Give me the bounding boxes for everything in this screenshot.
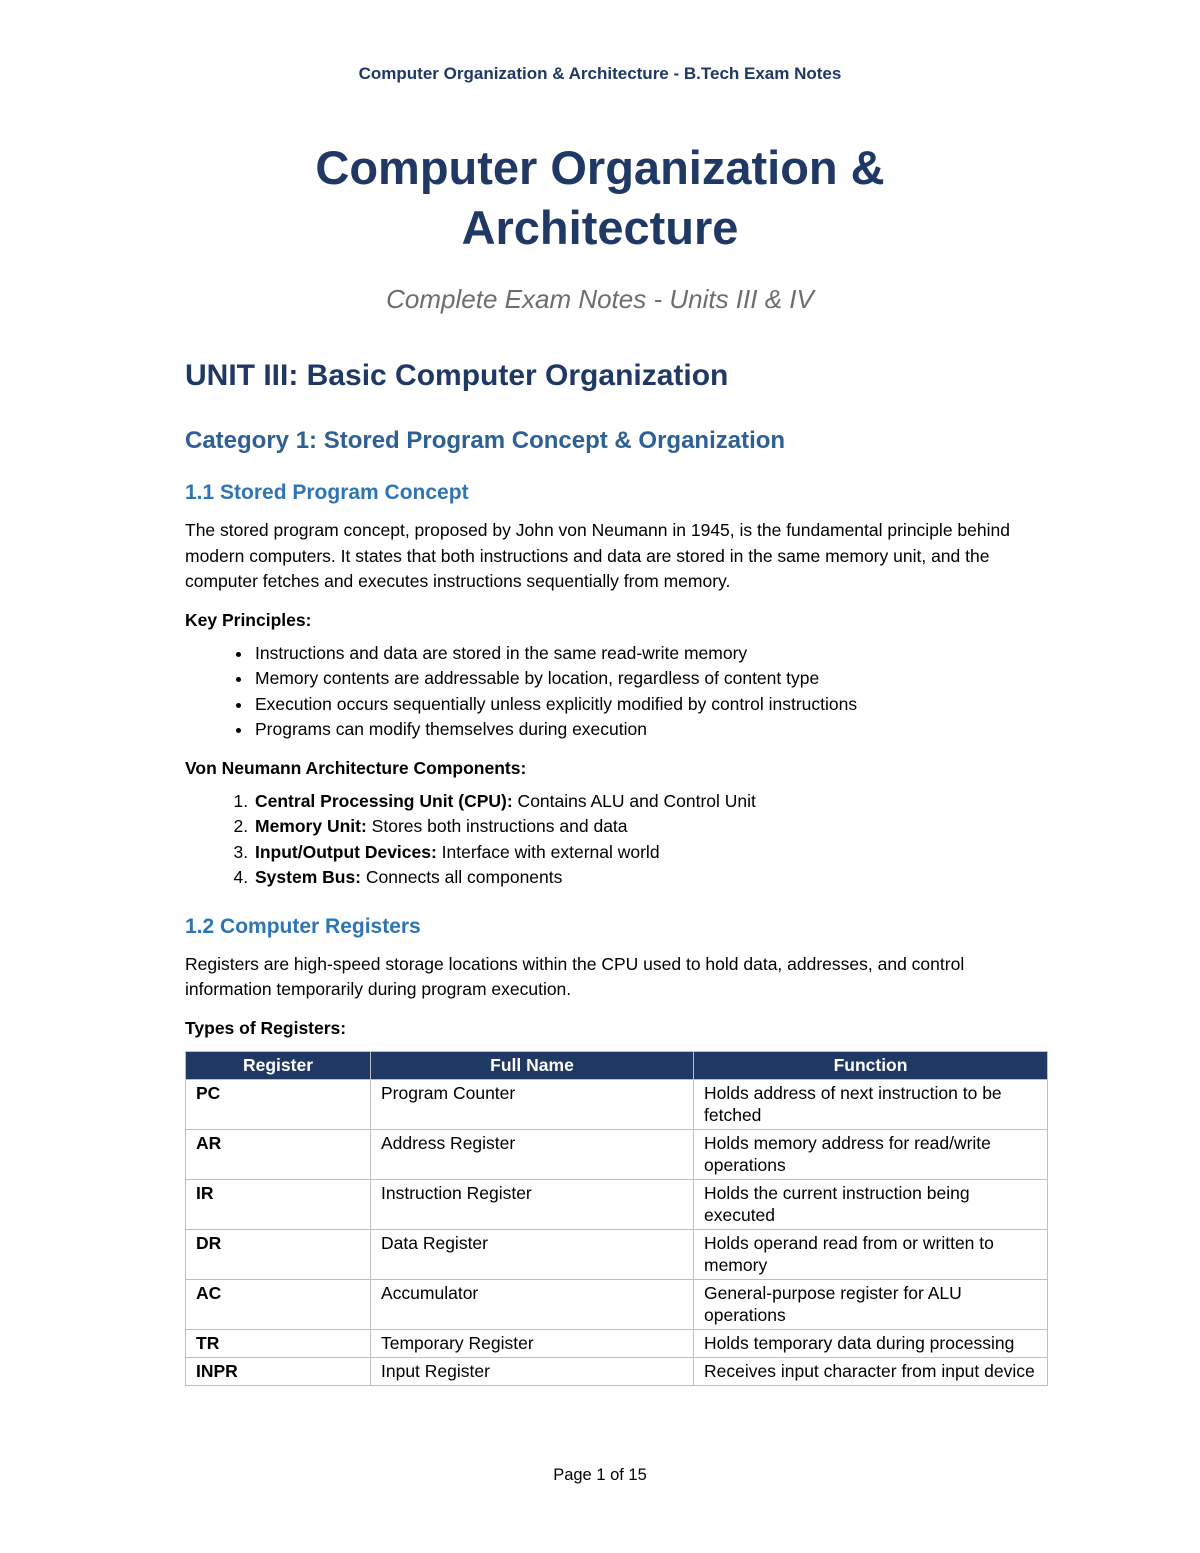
component-term: Input/Output Devices: bbox=[255, 841, 437, 862]
table-row bbox=[186, 1279, 1048, 1329]
column-header: Full Name bbox=[371, 1051, 694, 1079]
component-desc: Stores both instructions and data bbox=[366, 816, 628, 836]
section-1-1-heading: 1.1 Stored Program Concept bbox=[185, 481, 469, 504]
column-header: Register bbox=[186, 1051, 371, 1079]
component-desc: Interface with external world bbox=[436, 841, 660, 862]
function-cell: Holds temporary data during processing bbox=[694, 1329, 1048, 1357]
document-subtitle: Complete Exam Notes - Units III & IV bbox=[386, 284, 814, 314]
category-heading: Category 1: Stored Program Concept & Organization bbox=[185, 427, 786, 454]
full-name-cell: Data Register bbox=[371, 1229, 694, 1279]
list-item bbox=[253, 840, 1015, 866]
table-header-row bbox=[186, 1051, 1048, 1079]
list-item bbox=[253, 789, 1015, 815]
list-item bbox=[253, 865, 1015, 891]
register-cell: AR bbox=[186, 1129, 371, 1179]
page-footer: Page 1 of 15 bbox=[553, 1466, 647, 1484]
list-item: • Memory contents are addressable by location, regardless of content type bbox=[253, 666, 1015, 692]
list-item: • Execution occurs sequentially unless explicitly modified by control instructions bbox=[253, 692, 1015, 718]
unit-heading: UNIT III: Basic Computer Organization bbox=[185, 359, 729, 392]
key-principles-label: Key Principles: bbox=[185, 609, 312, 630]
table-row bbox=[186, 1179, 1048, 1229]
table-body bbox=[186, 1079, 1048, 1385]
component-term: Central Processing Unit (CPU): bbox=[255, 790, 513, 811]
registers-table bbox=[185, 1051, 1048, 1386]
von-neumann-components-list bbox=[185, 789, 1015, 891]
register-cell: PC bbox=[186, 1079, 371, 1129]
function-cell: Holds operand read from or written to memory bbox=[694, 1229, 1048, 1279]
full-name-cell: Address Register bbox=[371, 1129, 694, 1179]
full-name-cell: Accumulator bbox=[371, 1279, 694, 1329]
component-term: Memory Unit: bbox=[255, 816, 367, 836]
full-name-cell: Temporary Register bbox=[371, 1329, 694, 1357]
function-cell: Holds memory address for read/write operations bbox=[694, 1129, 1048, 1179]
table-row bbox=[186, 1329, 1048, 1357]
key-principles-list bbox=[185, 641, 1015, 743]
stored-program-paragraph: The stored program concept, proposed by John von Neumann in 1945, is the fundamental principle behind modern computers. It states that both instructions and data are stored in the same memory unit, and the computer fetches and executes instructions sequentially from memory. bbox=[185, 520, 1010, 591]
register-cell: IR bbox=[186, 1179, 371, 1229]
column-header: Function bbox=[694, 1051, 1048, 1079]
register-cell: DR bbox=[186, 1229, 371, 1279]
table-row bbox=[186, 1357, 1048, 1385]
function-cell: General-purpose register for ALU operations bbox=[694, 1279, 1048, 1329]
full-name-cell: Instruction Register bbox=[371, 1179, 694, 1229]
table-row bbox=[186, 1051, 1048, 1079]
von-neumann-components-label: Von Neumann Architecture Components: bbox=[185, 757, 527, 778]
function-cell: Holds the current instruction being executed bbox=[694, 1179, 1048, 1229]
page-header: Computer Organization & Architecture - B.Tech Exam Notes bbox=[358, 64, 842, 83]
page-content bbox=[185, 138, 1035, 1386]
registers-paragraph: Registers are high-speed storage locations within the CPU used to hold data, addresses, and control information temporarily during program execution. bbox=[185, 953, 965, 999]
list-item bbox=[253, 814, 1015, 840]
register-cell: TR bbox=[186, 1329, 371, 1357]
function-cell: Holds address of next instruction to be fetched bbox=[694, 1079, 1048, 1129]
list-item: • Instructions and data are stored in the same read-write memory bbox=[253, 641, 1015, 667]
list-item: • Programs can modify themselves during execution bbox=[253, 717, 1015, 743]
full-name-cell: Program Counter bbox=[371, 1079, 694, 1129]
section-1-2-heading: 1.2 Computer Registers bbox=[185, 914, 421, 938]
function-cell: Receives input character from input device bbox=[694, 1357, 1048, 1385]
component-term: System Bus: bbox=[255, 867, 362, 887]
table-row bbox=[186, 1129, 1048, 1179]
component-desc: Contains ALU and Control Unit bbox=[512, 790, 756, 811]
table-row bbox=[186, 1079, 1048, 1129]
types-of-registers-label: Types of Registers: bbox=[185, 1017, 347, 1038]
table-row bbox=[186, 1229, 1048, 1279]
document-title: Computer Organization & Architecture bbox=[315, 141, 885, 254]
register-cell: INPR bbox=[186, 1357, 371, 1385]
component-desc: Connects all components bbox=[361, 867, 563, 887]
full-name-cell: Input Register bbox=[371, 1357, 694, 1385]
register-cell: AC bbox=[186, 1279, 371, 1329]
